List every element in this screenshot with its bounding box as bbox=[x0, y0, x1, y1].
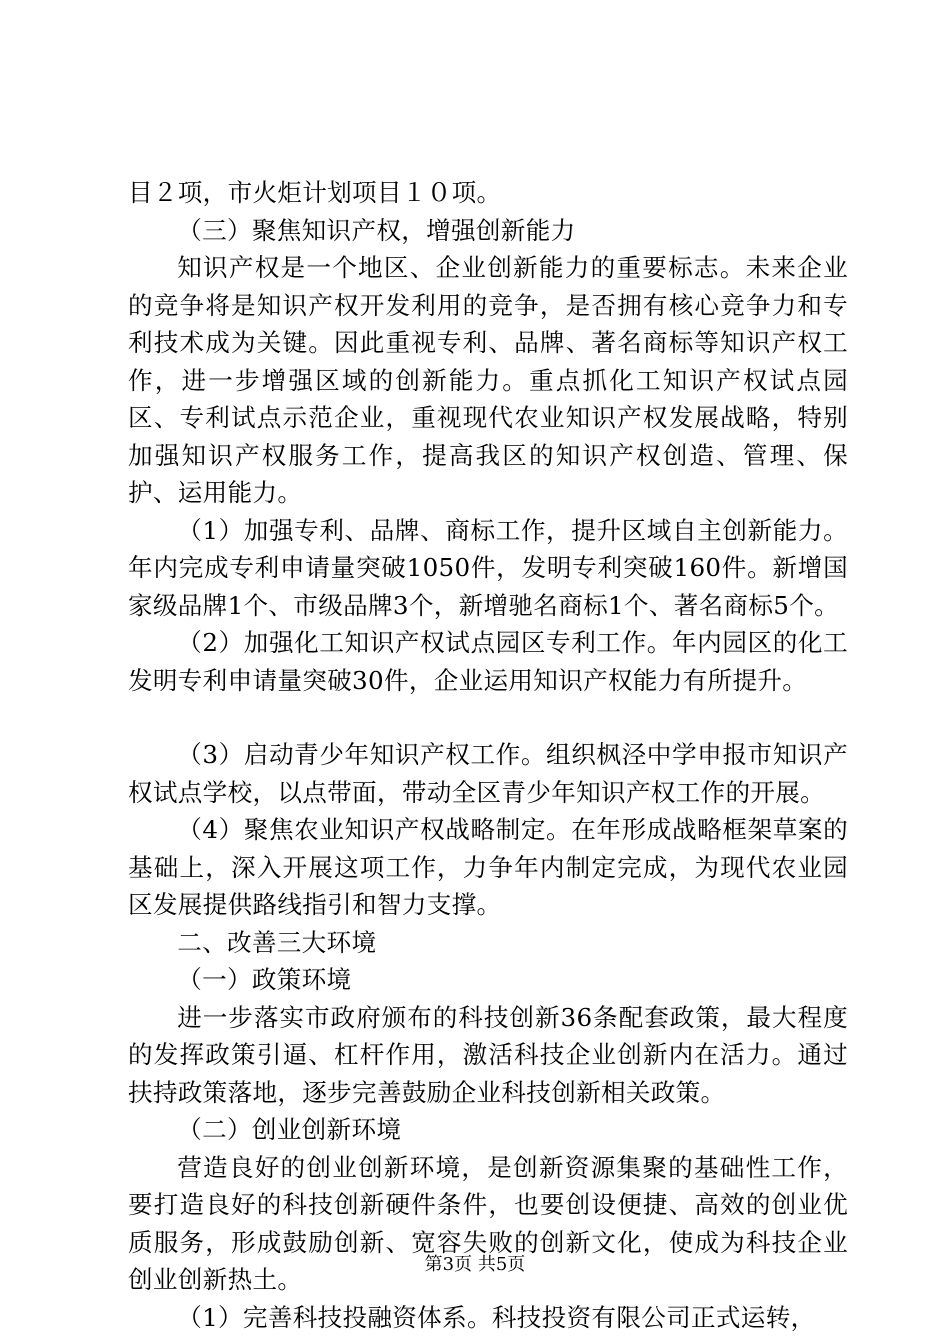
list-item-financing: （1）完善科技投融资体系。科技投资有限公司正式运转， bbox=[177, 1302, 816, 1332]
paragraph-continuation: 目２项，市火炬计划项目１０项。 bbox=[128, 178, 502, 207]
paragraph-startup-environment: 营造良好的创业创新环境，是创新资源集聚的基础性工作，要打造良好的科技创新硬件条件，也要创设便捷、高效的创业优质服务，形成鼓励创新、宽容失败的创新文化，使成为科技企业创业创新热土。 bbox=[128, 1152, 848, 1294]
section-heading-startup-environment: （二）创业创新环境 bbox=[177, 1115, 402, 1144]
page-number-footer: 第3页 共5页 bbox=[424, 1254, 526, 1275]
part-heading-environments: 二、改善三大环境 bbox=[177, 927, 377, 957]
list-item-chemical-park: （2）加强化工知识产权试点园区专利工作。年内园区的化工发明专利申请量突破30件，企业运用知识产权能力有所提升。 bbox=[128, 628, 848, 695]
list-item-youth-ip: （3）启动青少年知识产权工作。组织枫泾中学申报市知识产权试点学校，以点带面，带动全区青少年知识产权工作的开展。 bbox=[128, 740, 848, 807]
document-body bbox=[128, 174, 848, 1336]
list-item-patents-brands: （1）加强专利、品牌、商标工作，提升区域自主创新能力。年内完成专利申请量突破1050件，发明专利突破160件。新增国家级品牌1个、市级品牌3个，新增驰名商标1个、著名商标5个。 bbox=[128, 515, 848, 620]
paragraph-ip-intro: 知识产权是一个地区、企业创新能力的重要标志。未来企业的竞争将是知识产权开发利用的竞争，是否拥有核心竞争力和专利技术成为关键。因此重视专利、品牌、著名商标等知识产权工作，进一步增强区域的创新能力。重点抓化工知识产权试点园区、专利试点示范企业，重视现代农业知识产权发展战略，特别加强知识产权服务工作，提高我区的知识产权创造、管理、保护、运用能力。 bbox=[128, 253, 848, 507]
section-heading-intellectual-property: （三）聚焦知识产权，增强创新能力 bbox=[177, 215, 576, 245]
paragraph-policy: 进一步落实市政府颁布的科技创新36条配套政策，最大程度的发挥政策引逼、杠杆作用，激活科技企业创新内在活力。通过扶持政策落地，逐步完善鼓励企业科技创新相关政策。 bbox=[128, 1002, 848, 1107]
list-item-agriculture-ip: （4）聚焦农业知识产权战略制定。在年形成战略框架草案的基础上，深入开展这项工作，力争年内制定完成，为现代农业园区发展提供路线指引和智力支撑。 bbox=[128, 815, 848, 919]
section-heading-policy: （一）政策环境 bbox=[177, 965, 352, 994]
